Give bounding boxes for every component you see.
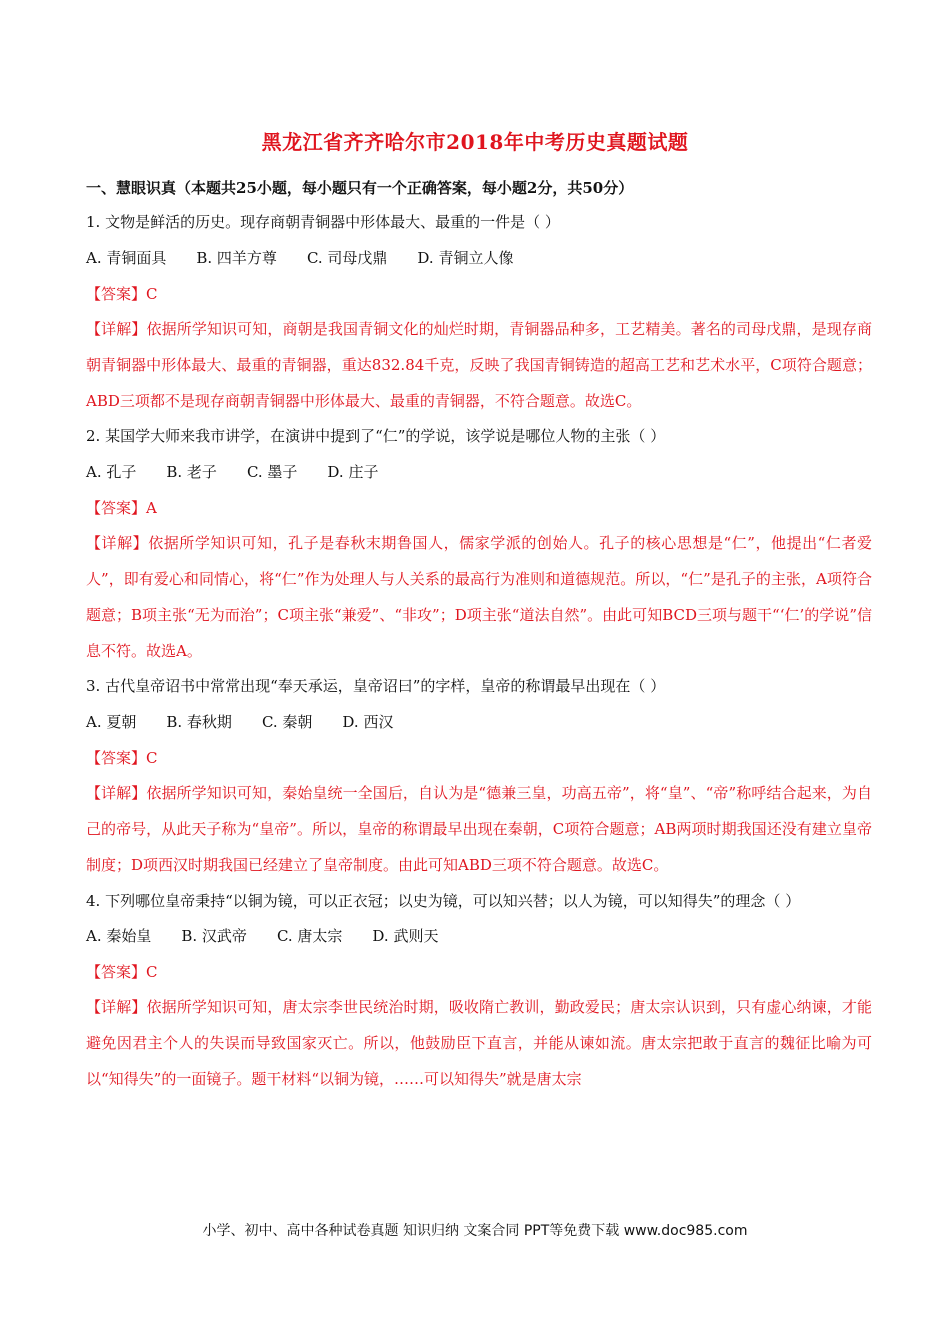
answer-options <box>86 925 872 947</box>
question-stem: 4. 下列哪位皇帝秉持“以铜为镜，可以正衣冠；以史为镜，可以知兴替；以人为镜，可以知得失”的理念（ ） <box>86 892 801 910</box>
option-c: C. 唐太宗 <box>276 927 343 945</box>
answer-options <box>86 461 872 483</box>
option-d: D. 武则天 <box>372 927 439 945</box>
option-d: D. 西汉 <box>342 713 394 731</box>
option-a: A. 秦始皇 <box>86 927 152 945</box>
answer-key: 【答案】C <box>86 749 158 767</box>
explanation: 【详解】依据所学知识可知，商朝是我国青铜文化的灿烂时期，青铜器品种多，工艺精美。著名的司母戊鼎，是现存商朝青铜器中形体最大、最重的青铜器，重达832.84千克，反映了我国青铜铸造的超高工艺和艺术水平，C项符合题意；ABD三项都不是现存商朝青铜器中形体最大、最重的青铜器，不符合题意。故选C。 <box>86 320 872 410</box>
question-stem: 2. 某国学大师来我市讲学，在演讲中提到了“仁”的学说，该学说是哪位人物的主张（ ） <box>86 427 666 445</box>
document-body <box>86 177 872 1103</box>
option-a: A. 夏朝 <box>86 713 137 731</box>
option-a: A. 青铜面具 <box>86 249 167 267</box>
section-heading: 一、慧眼识真（本题共25小题，每小题只有一个正确答案，每小题2分，共50分） <box>86 179 634 197</box>
option-b: B. 老子 <box>166 463 217 481</box>
option-d: D. 庄子 <box>327 463 379 481</box>
question-stem: 3. 古代皇帝诏书中常常出现“奉天承运，皇帝诏曰”的字样，皇帝的称谓最早出现在（ ） <box>86 677 666 695</box>
option-b: B. 春秋期 <box>166 713 232 731</box>
explanation: 【详解】依据所学知识可知，唐太宗李世民统治时期，吸收隋亡教训，勤政爱民；唐太宗认识到，只有虚心纳谏，才能避免因君主个人的失误而导致国家灭亡。所以，他鼓励臣下直言，并能从谏如流。唐太宗把敢于直言的魏征比喻为可以“知得失”的一面镜子。题干材料“以铜为镜，……可以知得失”就是唐太宗 <box>86 998 872 1088</box>
question-1 <box>86 211 872 419</box>
explanation: 【详解】依据所学知识可知，孔子是春秋末期鲁国人，儒家学派的创始人。孔子的核心思想是“仁”，他提出“仁者爱人”，即有爱心和同情心，将“仁”作为处理人与人关系的最高行为准则和道德规范。所以，“仁”是孔子的主张，A项符合题意；B项主张“无为而治”；C项主张“兼爱”、“非攻”；D项主张“道法自然”。由此可知BCD三项与题干“‘仁’的学说”信息不符。故选A。 <box>86 534 872 660</box>
question-stem: 1. 文物是鲜活的历史。现存商朝青铜器中形体最大、最重的一件是（ ） <box>86 213 560 231</box>
document-title: 黑龙江省齐齐哈尔市2018年中考历史真题试题 <box>261 130 689 154</box>
option-d: D. 青铜立人像 <box>417 249 514 267</box>
answer-key: 【答案】C <box>86 285 158 303</box>
option-c: C. 墨子 <box>246 463 298 481</box>
option-a: A. 孔子 <box>86 463 137 481</box>
explanation: 【详解】依据所学知识可知，秦始皇统一全国后，自认为是“德兼三皇，功高五帝”，将“皇”、“帝”称呼结合起来，为自己的帝号，从此天子称为“皇帝”。所以，皇帝的称谓最早出现在秦朝，C项符合题意；AB两项时期我国还没有建立皇帝制度；D项西汉时期我国已经建立了皇帝制度。由此可知ABD三项不符合题意。故选C。 <box>86 784 872 874</box>
answer-options <box>86 247 872 269</box>
question-3 <box>86 675 872 883</box>
option-b: B. 四羊方尊 <box>196 249 277 267</box>
option-b: B. 汉武帝 <box>181 927 247 945</box>
answer-key: 【答案】A <box>86 499 157 517</box>
option-c: C. 秦朝 <box>261 713 313 731</box>
option-c: C. 司母戊鼎 <box>306 249 388 267</box>
page-footer: 小学、初中、高中各种试卷真题 知识归纳 文案合同 PPT等免费下载 www.doc985.com <box>202 1223 748 1239</box>
question-4 <box>86 883 872 1097</box>
answer-key: 【答案】C <box>86 963 158 981</box>
answer-options <box>86 711 872 733</box>
question-2 <box>86 425 872 669</box>
